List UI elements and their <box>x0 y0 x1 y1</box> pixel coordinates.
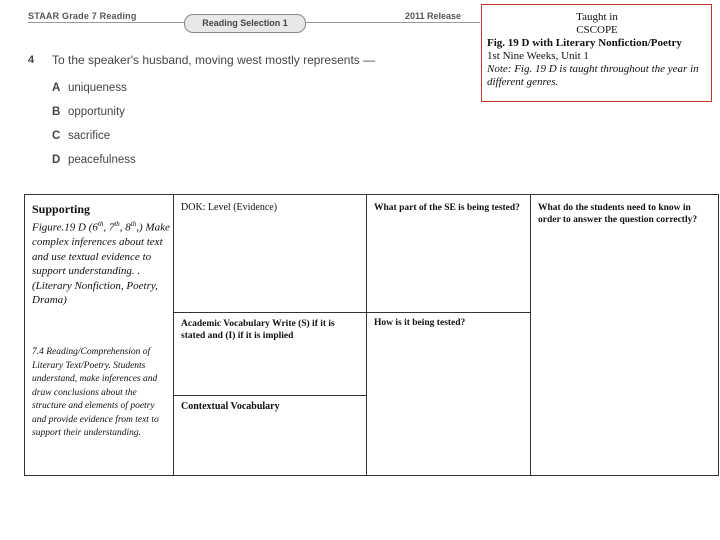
table-divider <box>173 194 174 476</box>
answer-option-a <box>52 82 127 94</box>
answer-option-b <box>52 106 125 118</box>
info-line-2: CSCOPE <box>576 23 618 36</box>
option-text: sacrifice <box>68 130 111 142</box>
se-tested-question: What part of the SE is being tested? <box>374 203 520 213</box>
question-text: To the speaker's husband, moving west mostly represents — <box>52 53 376 67</box>
academic-vocabulary: Academic Vocabulary Write (S) if it is stated and (I) if it is implied <box>181 319 335 341</box>
option-text: peacefulness <box>68 154 136 166</box>
supporting-standard: Figure.19 D (6th, 7th, 8th,) Make complex inferences about text and use textual evidence to support understanding. .(Literary Nonfiction, Poetry, Drama) <box>32 220 170 307</box>
option-text: opportunity <box>68 106 125 118</box>
supporting-title: Supporting <box>32 202 91 216</box>
table-divider <box>366 194 367 476</box>
option-text: uniqueness <box>68 82 127 94</box>
teks-standard: 7.4 Reading/Comprehension of Literary Text/Poetry. Students understand, make inferences and draw conclusions about the structure and elements of poetry and provide evidence from text to support their understanding. <box>32 347 159 438</box>
option-letter: C <box>52 130 61 142</box>
release-label: 2011 Release <box>405 11 462 21</box>
info-unit: 1st Nine Weeks, Unit 1 <box>487 50 589 62</box>
info-line-1: Taught in <box>576 11 618 23</box>
test-name: STAAR Grade 7 Reading <box>28 11 137 21</box>
students-need-question: What do the students need to know in order to answer the question correctly? <box>538 203 698 225</box>
table-divider <box>530 194 531 476</box>
how-tested-question: How is it being tested? <box>374 318 466 328</box>
info-note: Note: Fig. 19 D is taught throughout the year in different genres. <box>487 63 699 88</box>
option-letter: B <box>52 106 61 118</box>
question-number: 4 <box>28 54 35 66</box>
table-divider <box>173 312 531 313</box>
answer-option-d <box>52 154 136 166</box>
option-letter: D <box>52 154 61 166</box>
answer-option-c <box>52 130 110 142</box>
section-badge: Reading Selection 1 <box>184 14 306 33</box>
cscope-info-box <box>481 4 712 102</box>
contextual-vocabulary: Contextual Vocabulary <box>181 401 280 412</box>
table-divider <box>173 395 367 396</box>
info-title: Fig. 19 D with Literary Nonfiction/Poetry <box>487 37 682 49</box>
dok-level: DOK: Level (Evidence) <box>181 202 278 213</box>
option-letter: A <box>52 82 61 94</box>
